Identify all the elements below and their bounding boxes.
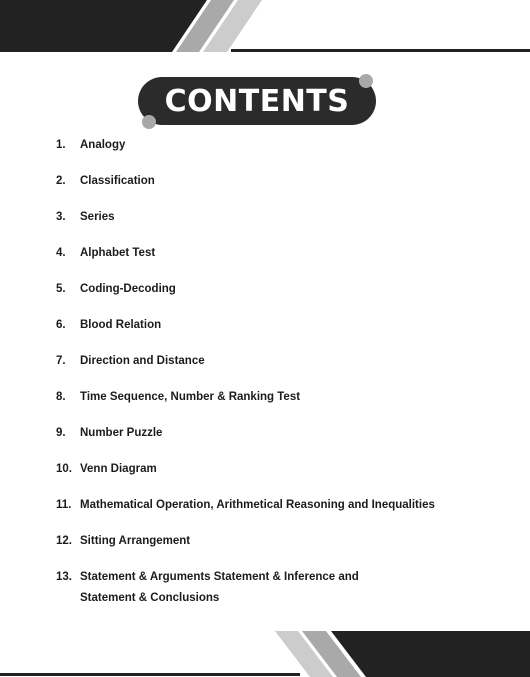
top-dark-bar xyxy=(0,0,207,52)
toc-entry xyxy=(56,567,359,609)
toc-entry-title xyxy=(80,567,359,609)
title-dot-top-right xyxy=(359,74,373,88)
toc-entry-number: 12. xyxy=(56,535,72,547)
toc-entry xyxy=(56,495,435,516)
toc-entry xyxy=(56,243,155,264)
toc-entry-title-line: Venn Diagram xyxy=(80,463,157,475)
toc-entry-title xyxy=(80,279,176,300)
toc-entry xyxy=(56,459,157,480)
toc-entry-number: 4. xyxy=(56,247,66,259)
toc-entry-number: 7. xyxy=(56,355,66,367)
top-rule-line xyxy=(231,49,530,52)
toc-entry xyxy=(56,531,190,552)
toc-entry xyxy=(56,387,300,408)
toc-entry-title-line: Analogy xyxy=(80,139,126,151)
toc-entry-title xyxy=(80,351,205,372)
toc-entry-number: 2. xyxy=(56,175,66,187)
toc-entry-number: 8. xyxy=(56,391,66,403)
toc-entry-number: 9. xyxy=(56,427,66,439)
toc-entry-title-line: Classification xyxy=(80,175,155,187)
toc-entry-title-line: Mathematical Operation, Arithmetical Reasoning and Inequalities xyxy=(80,499,435,511)
toc-entry-title xyxy=(80,495,435,516)
toc-entry xyxy=(56,315,161,336)
toc-entry xyxy=(56,171,155,192)
toc-entry-title-line: Statement & Conclusions xyxy=(80,592,220,604)
toc-entry-title xyxy=(80,531,190,552)
toc-entry xyxy=(56,207,115,228)
toc-entry-title-line: Sitting Arrangement xyxy=(80,535,191,547)
toc-entry-title-line: Number Puzzle xyxy=(80,427,163,439)
toc-entry-number: 11. xyxy=(56,499,72,511)
toc-entry-number: 13. xyxy=(56,571,72,583)
toc-entry-number: 3. xyxy=(56,211,66,223)
toc-entry-title xyxy=(80,207,115,228)
toc-entry-number: 5. xyxy=(56,283,66,295)
bottom-dark-bar xyxy=(331,631,530,677)
toc-entry-title xyxy=(80,243,155,264)
toc-entry-title xyxy=(80,387,300,408)
toc-entry-title-line: Blood Relation xyxy=(80,319,162,331)
page-title: CONTENTS xyxy=(164,83,350,119)
toc-entry xyxy=(56,135,125,156)
toc-entry xyxy=(56,351,205,372)
toc-entry-title-line: Series xyxy=(80,211,115,223)
toc-entry-title xyxy=(80,459,157,480)
toc-entry-number: 6. xyxy=(56,319,66,331)
toc-entry-title xyxy=(80,315,161,336)
contents-title-badge xyxy=(138,77,376,125)
title-dot-bottom-left xyxy=(142,115,156,129)
toc-entry-title-line: Direction and Distance xyxy=(80,355,205,367)
toc-entry xyxy=(56,423,162,444)
toc-entry-title xyxy=(80,135,125,156)
toc-entry xyxy=(56,279,176,300)
bottom-rule-line xyxy=(0,673,300,676)
toc-entry-title xyxy=(80,423,162,444)
toc-entry-number: 1. xyxy=(56,139,66,151)
toc-entry-title-line: Statement & Arguments Statement & Inference and xyxy=(80,571,359,583)
toc-entry-title-line: Time Sequence, Number & Ranking Test xyxy=(80,391,301,403)
toc-entry-title-line: Coding-Decoding xyxy=(80,283,176,295)
toc-entry-title xyxy=(80,171,155,192)
toc-entry-title-line: Alphabet Test xyxy=(80,247,156,259)
toc-entry-number: 10. xyxy=(56,463,72,475)
